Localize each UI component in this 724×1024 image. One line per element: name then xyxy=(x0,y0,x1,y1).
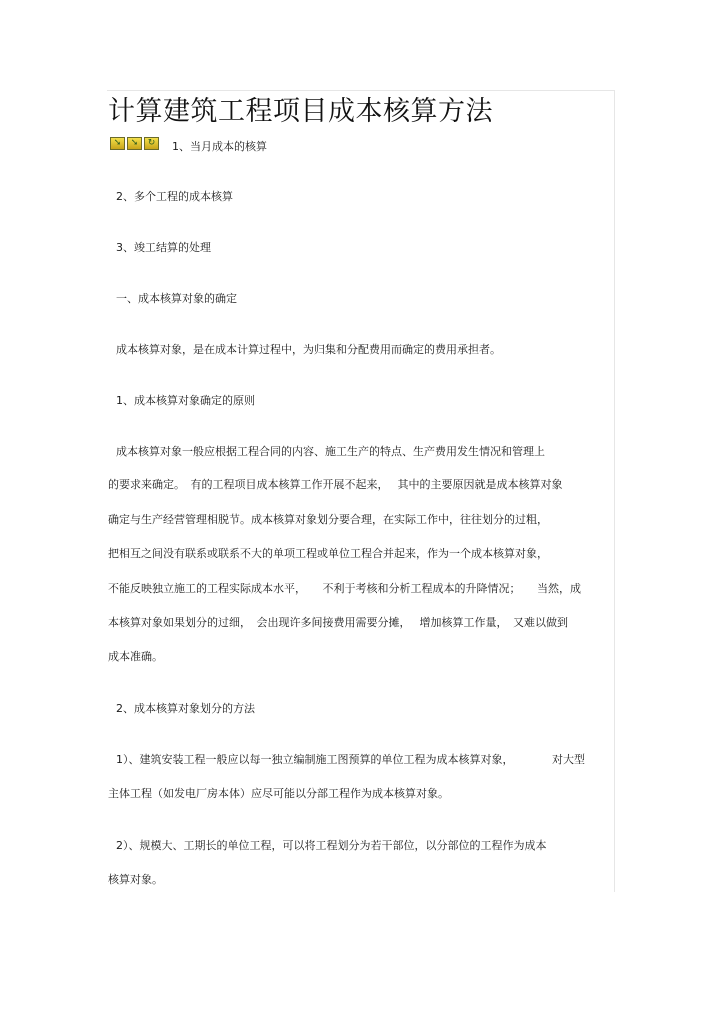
paragraph-line: 主体工程（如发电厂房本体）应尽可能以分部工程作为成本核算对象。 xyxy=(108,787,449,800)
paragraph-line: 本核算对象如果划分的过细， 会出现许多间接费用需要分摊， 增加核算工作量， 又难以做到 xyxy=(108,616,568,629)
paragraph-line: 成本核算对象一般应根据工程合同的内容、施工生产的特点、生产费用发生情况和管理上 xyxy=(116,445,545,458)
arrow-icon[interactable]: ➘ xyxy=(127,137,142,150)
paragraph-line: 2）、规模大、工期长的单位工程，可以将工程划分为若干部位，以分部位的工程作为成本 xyxy=(116,839,547,852)
paragraph-line: 确定与生产经营管理相脱节。成本核算对象划分要合理，在实际工作中，往往划分的过粗， xyxy=(108,513,548,526)
paragraph-line: 核算对象。 xyxy=(108,873,163,886)
paragraph-line: 把相互之间没有联系或联系不大的单项工程或单位工程合并起来，作为一个成本核算对象， xyxy=(108,547,548,560)
paragraph-line: 不能反映独立施工的工程实际成本水平， 不利于考核和分析工程成本的升降情况； 当然，成 xyxy=(108,582,581,595)
definition-text: 成本核算对象，是在成本计算过程中，为归集和分配费用而确定的费用承担者。 xyxy=(116,343,501,356)
section-heading: 一、成本核算对象的确定 xyxy=(116,292,237,305)
paragraph-line: 1）、建筑安装工程一般应以每一独立编制施工图预算的单位工程为成本核算对象， 对大型 xyxy=(116,753,585,766)
arrow-icon[interactable]: ➘ xyxy=(110,137,125,150)
paragraph-line: 的要求来确定。 有的工程项目成本核算工作开展不起来， 其中的主要原因就是成本核算对象 xyxy=(108,478,563,491)
toc-item: 3、竣工结算的处理 xyxy=(116,241,211,254)
refresh-icon[interactable]: ↻ xyxy=(144,137,159,150)
paragraph-line: 成本准确。 xyxy=(108,650,163,663)
subsection-heading: 1、成本核算对象确定的原则 xyxy=(116,394,255,407)
document-title: 计算建筑工程项目成本核算方法 xyxy=(108,96,493,127)
toolbar xyxy=(110,137,159,150)
toc-item: 2、多个工程的成本核算 xyxy=(116,190,233,203)
subsection-heading: 2、成本核算对象划分的方法 xyxy=(116,702,255,715)
toc-item[interactable]: 1、当月成本的核算 xyxy=(172,140,267,153)
